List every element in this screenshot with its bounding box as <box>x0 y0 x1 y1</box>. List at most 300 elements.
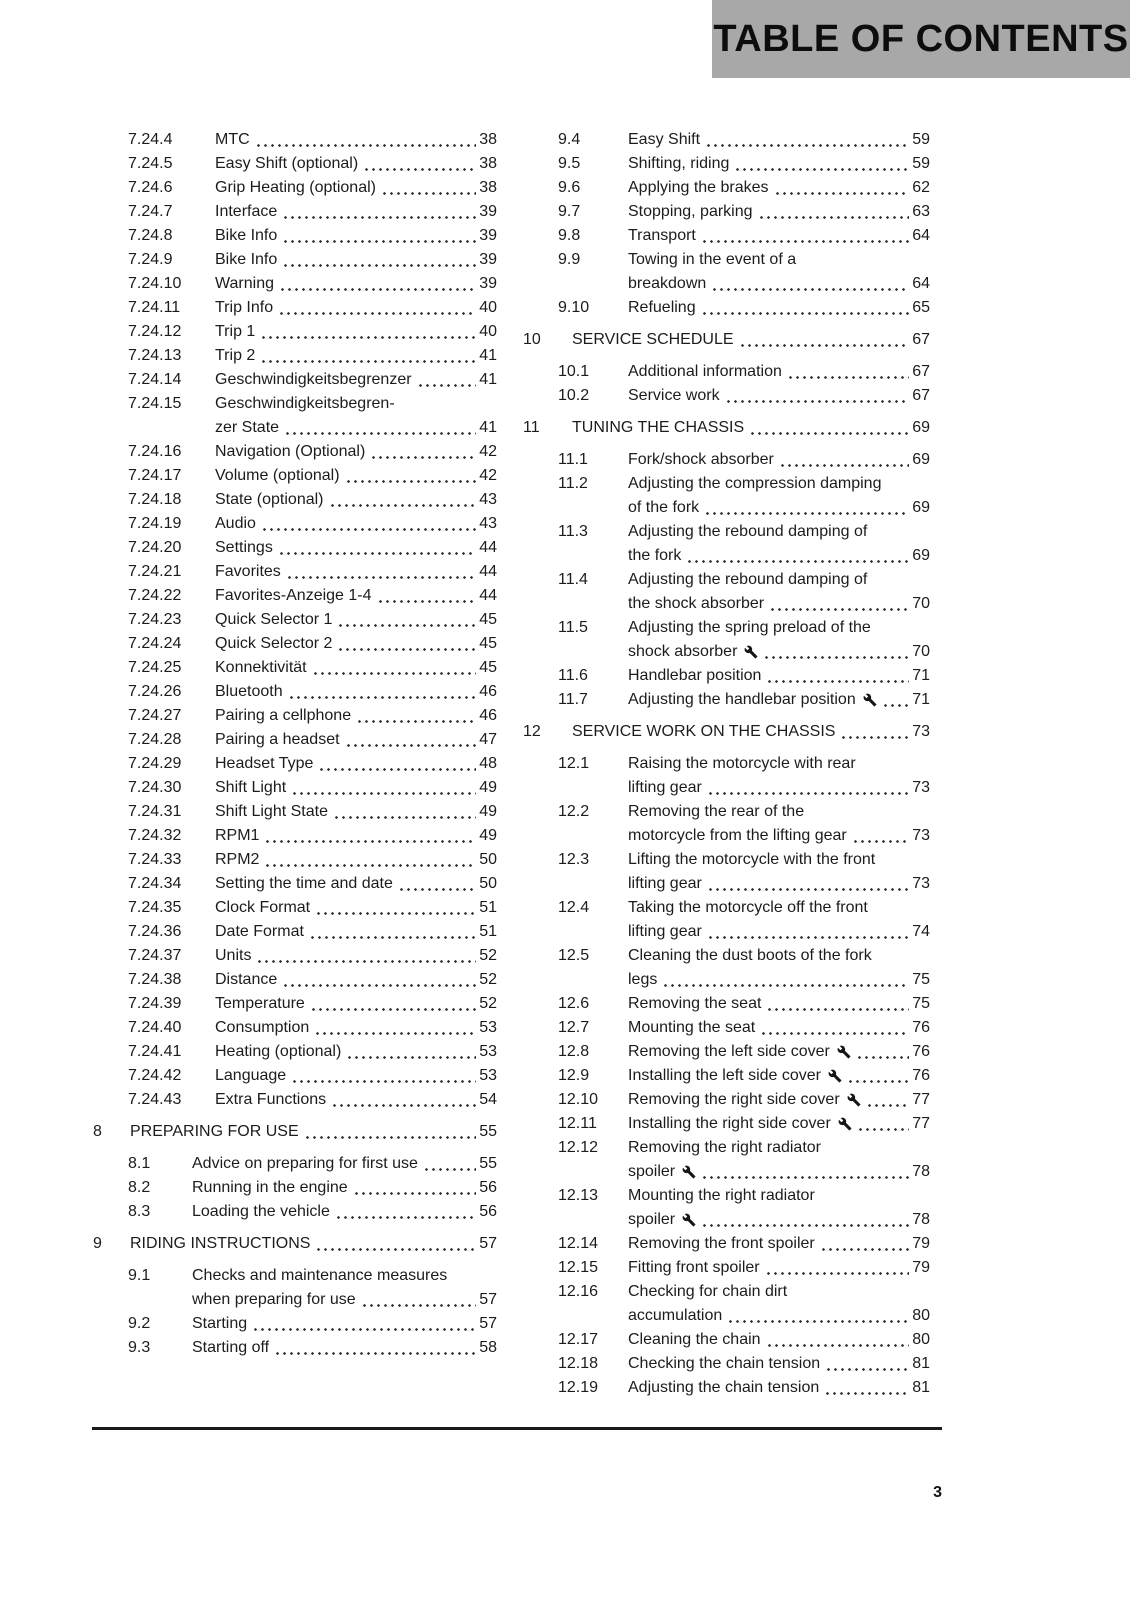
toc-entry <box>93 1176 497 1200</box>
toc-entry-title: Grip Heating (optional) <box>215 179 376 196</box>
toc-entry-page: 63 <box>912 203 930 220</box>
toc-entry-number: 7.24.23 <box>128 611 182 628</box>
dot-leader <box>346 1040 476 1064</box>
toc-entry-title: Adjusting the rebound damping of <box>628 523 868 540</box>
dot-leader <box>361 1288 477 1312</box>
toc-entry-title: Audio <box>215 515 256 532</box>
toc-entry-number: 9.10 <box>558 299 590 316</box>
toc-entry-title: SERVICE SCHEDULE <box>572 331 734 348</box>
toc-entry-page: 80 <box>912 1307 930 1324</box>
dot-leader <box>701 1160 909 1184</box>
toc-entry-number: 7.24.7 <box>128 203 173 220</box>
toc-entry-line <box>558 224 930 248</box>
toc-entry-page: 45 <box>479 635 497 652</box>
toc-entry-line <box>558 616 930 640</box>
toc-entry-title: Temperature <box>215 995 305 1012</box>
toc-entry-title: Installing the right side cover <box>628 1115 831 1132</box>
toc-entry-page: 73 <box>912 723 930 740</box>
toc-entry-line <box>558 872 930 896</box>
toc-entry-title: Shift Light <box>215 779 287 796</box>
toc-entry-line <box>128 632 497 656</box>
toc-entry <box>523 176 930 200</box>
wrench-icon <box>744 645 758 659</box>
toc-entry-number: 12.7 <box>558 1019 590 1036</box>
toc-entry-line <box>523 416 930 440</box>
toc-entry-number: 7.24.10 <box>128 275 182 292</box>
toc-entry-page: 40 <box>479 299 497 316</box>
toc-entry-number: 11.7 <box>558 691 588 708</box>
dot-leader <box>333 800 476 824</box>
dot-leader <box>749 416 909 440</box>
toc-entry-number: 12.16 <box>558 1283 599 1300</box>
toc-entry-title: PREPARING FOR USE <box>130 1123 299 1140</box>
toc-entry-page: 47 <box>479 731 497 748</box>
dot-leader <box>686 544 909 568</box>
toc-entry-title: legs <box>628 971 658 988</box>
toc-entry-title: RIDING INSTRUCTIONS <box>130 1235 311 1252</box>
toc-entry <box>523 1352 930 1376</box>
dot-leader <box>318 752 476 776</box>
dot-leader <box>423 1152 476 1176</box>
toc-entry-number <box>558 968 628 992</box>
toc-entry-page: 48 <box>479 755 497 772</box>
toc-entry-line <box>558 688 930 712</box>
toc-entry-page: 41 <box>479 371 497 388</box>
toc-entry-line <box>558 384 930 408</box>
toc-entry <box>93 728 497 752</box>
dot-leader <box>291 776 476 800</box>
toc-entry <box>93 1064 497 1088</box>
wrench-icon <box>682 1213 696 1227</box>
toc-entry-page: 75 <box>912 995 930 1012</box>
toc-entry-title: Adjusting the handlebar position <box>628 691 856 708</box>
toc-entry-title: Removing the seat <box>628 995 762 1012</box>
toc-entry-number <box>558 640 628 664</box>
toc-entry-line <box>128 248 497 272</box>
toc-entry-line <box>558 1136 930 1160</box>
dot-leader <box>264 848 476 872</box>
toc-entry-line <box>558 1280 930 1304</box>
toc-entry-page: 53 <box>479 1067 497 1084</box>
toc-entry-page: 70 <box>912 595 930 612</box>
toc-entry-line <box>128 848 497 872</box>
toc-entry-page: 56 <box>479 1179 497 1196</box>
toc-entry-page: 39 <box>479 203 497 220</box>
toc-entry-number: 7.24.35 <box>128 899 182 916</box>
dot-leader <box>704 496 909 520</box>
toc-entry <box>93 344 497 368</box>
dot-leader <box>329 488 477 512</box>
toc-entry-number: 7.24.33 <box>128 851 182 868</box>
toc-entry-line <box>558 1352 930 1376</box>
dot-leader <box>282 248 476 272</box>
toc-entry-title: the shock absorber <box>628 595 765 612</box>
dot-leader <box>701 296 910 320</box>
toc-entry-page: 59 <box>912 131 930 148</box>
toc-entry-number: 8.2 <box>128 1179 151 1196</box>
toc-entry <box>523 1088 930 1112</box>
toc-entry-number: 12.4 <box>558 899 590 916</box>
toc-entry-line <box>558 944 930 968</box>
toc-entry-line <box>128 128 497 152</box>
dot-leader <box>847 1064 909 1088</box>
toc-entry-title: Volume (optional) <box>215 467 340 484</box>
toc-entry-line <box>558 448 930 472</box>
toc-entry-title: Applying the brakes <box>628 179 769 196</box>
toc-entry-line <box>558 1184 930 1208</box>
toc-entry-number: 7.24.5 <box>128 155 173 172</box>
toc-entry-line <box>558 520 930 544</box>
toc-entry-line <box>558 176 930 200</box>
toc-entry-line <box>128 776 497 800</box>
toc-entry-number <box>558 872 628 896</box>
toc-entry-number: 9.7 <box>558 203 581 220</box>
toc-entry-page: 53 <box>479 1019 497 1036</box>
toc-entry-number: 7.24.24 <box>128 635 182 652</box>
toc-entry <box>523 1280 930 1328</box>
toc-entry-page: 70 <box>912 643 930 660</box>
toc-entry-page: 79 <box>912 1235 930 1252</box>
toc-entry-number: 12.11 <box>558 1115 597 1132</box>
toc-entry-line <box>128 1176 497 1200</box>
toc-entry-number: 7.24.20 <box>128 539 182 556</box>
toc-entry <box>523 800 930 848</box>
toc-entry-title: Warning <box>215 275 274 292</box>
dot-leader <box>381 176 476 200</box>
dot-leader <box>774 176 910 200</box>
toc-entry-line <box>128 464 497 488</box>
toc-entry <box>93 440 497 464</box>
toc-entry <box>93 1200 497 1224</box>
toc-entry-number: 9.4 <box>558 131 581 148</box>
toc-entry-page: 71 <box>912 691 930 708</box>
toc-entry <box>523 944 930 992</box>
toc-entry <box>93 1312 497 1336</box>
toc-entry <box>93 752 497 776</box>
toc-entry-page: 57 <box>479 1291 497 1308</box>
toc-entry-title: Adjusting the compression damping <box>628 475 882 492</box>
toc-entry-number: 7.24.30 <box>128 779 182 796</box>
toc-entry-number <box>558 272 628 296</box>
toc-entry-line <box>128 1064 497 1088</box>
toc-entry <box>93 1336 497 1360</box>
toc-entry-number: 7.24.39 <box>128 995 182 1012</box>
toc-entry-number: 7.24.26 <box>128 683 182 700</box>
toc-entry-title: Bike Info <box>215 227 278 244</box>
toc-entry-line <box>558 128 930 152</box>
toc-entry <box>93 992 497 1016</box>
toc-entry-page: 54 <box>479 1091 497 1108</box>
toc-entry-line <box>128 200 497 224</box>
toc-entry <box>93 1040 497 1064</box>
toc-entry-number: 9 <box>93 1235 102 1252</box>
toc-entry-title: of the fork <box>628 499 700 516</box>
toc-entry <box>93 1152 497 1176</box>
toc-entry-page: 51 <box>479 899 497 916</box>
toc-entry-number: 7.24.11 <box>128 299 181 316</box>
toc-entry-number: 12.2 <box>558 803 590 820</box>
toc-entry-page: 77 <box>912 1091 930 1108</box>
dot-leader <box>760 1016 909 1040</box>
toc-entry-line <box>558 360 930 384</box>
page-title: TABLE OF CONTENTS <box>713 17 1129 60</box>
toc-entry-page: 64 <box>912 275 930 292</box>
toc-entry-title: Consumption <box>215 1019 310 1036</box>
toc-entry-number: 7.24.40 <box>128 1019 182 1036</box>
toc-entry <box>93 512 497 536</box>
toc-entry-title: Trip 1 <box>215 323 256 340</box>
toc-entry-line <box>128 944 497 968</box>
toc-entry-line <box>93 1120 497 1144</box>
toc-entry <box>523 1328 930 1352</box>
toc-entry <box>523 384 930 408</box>
toc-entry-title: Raising the motorcycle with rear <box>628 755 856 772</box>
toc-entry-title: Starting off <box>192 1339 270 1356</box>
toc-entry-line <box>558 544 930 568</box>
toc-entry-number: 7.24.9 <box>128 251 173 268</box>
toc-entry-number: 8 <box>93 1123 102 1140</box>
toc-entry <box>523 200 930 224</box>
toc-entry-title: Setting the time and date <box>215 875 393 892</box>
toc-entry-line <box>558 1160 930 1184</box>
toc-entry-title: Distance <box>215 971 278 988</box>
toc-entry <box>93 1016 497 1040</box>
toc-entry <box>523 360 930 384</box>
toc-entry-page: 81 <box>912 1379 930 1396</box>
toc-entry-line <box>128 704 497 728</box>
toc-entry-line <box>128 1016 497 1040</box>
toc-entry-number <box>128 416 215 440</box>
toc-entry-number: 7.24.31 <box>128 803 182 820</box>
toc-entry-line <box>128 272 497 296</box>
toc-entry-number: 9.6 <box>558 179 581 196</box>
toc-entry-title: Refueling <box>628 299 696 316</box>
toc-entry-title: Heating (optional) <box>215 1043 342 1060</box>
toc-entry-page: 75 <box>912 971 930 988</box>
dot-leader <box>866 1088 910 1112</box>
toc-entry <box>93 872 497 896</box>
toc-entry-title: Additional information <box>628 363 782 380</box>
toc-entry-title: Interface <box>215 203 278 220</box>
toc-entry <box>93 704 497 728</box>
toc-entry-title: Extra Functions <box>215 1091 327 1108</box>
toc-entry-line <box>128 416 497 440</box>
toc-entry-title: Favorites <box>215 563 281 580</box>
toc-entry-title: Cleaning the dust boots of the fork <box>628 947 872 964</box>
toc-entry <box>93 536 497 560</box>
toc-entry-title: Quick Selector 2 <box>215 635 333 652</box>
toc-entry-line <box>558 1064 930 1088</box>
toc-entry-title: TUNING THE CHASSIS <box>572 419 745 436</box>
dot-leader <box>260 344 476 368</box>
toc-entry-title: Handlebar position <box>628 667 762 684</box>
toc-entry <box>93 392 497 440</box>
toc-entry-number: 11.4 <box>558 571 588 588</box>
toc-entry-title: Service work <box>628 387 720 404</box>
toc-entry-page: 76 <box>912 1067 930 1084</box>
toc-entry-title: Shift Light State <box>215 803 328 820</box>
toc-entry-line <box>558 1328 930 1352</box>
toc-entry-page: 52 <box>479 995 497 1012</box>
wrench-icon <box>682 1165 696 1179</box>
dot-leader <box>701 1208 909 1232</box>
toc-entry-line <box>558 640 930 664</box>
toc-entry-number: 7.24.25 <box>128 659 182 676</box>
toc-entry-line <box>558 968 930 992</box>
toc-entry-page: 51 <box>479 923 497 940</box>
toc-entry <box>523 752 930 800</box>
toc-entry-line <box>558 1304 930 1328</box>
toc-chapter-entry <box>523 328 930 352</box>
toc-entry-page: 67 <box>912 331 930 348</box>
toc-entry-title: Checking the chain tension <box>628 1355 821 1372</box>
toc-entry-number: 7.24.17 <box>128 467 182 484</box>
toc-entry-title: Clock Format <box>215 899 311 916</box>
toc-entry-title: Removing the right side cover <box>628 1091 840 1108</box>
toc-entry <box>523 992 930 1016</box>
toc-entry-page: 67 <box>912 363 930 380</box>
toc-entry-number: 12.13 <box>558 1187 599 1204</box>
toc-entry-page: 65 <box>912 299 930 316</box>
toc-entry <box>523 1184 930 1232</box>
toc-entry-number: 12.8 <box>558 1043 590 1060</box>
toc-chapter-entry <box>93 1120 497 1144</box>
toc-entry-line <box>128 560 497 584</box>
toc-entry-title: Stopping, parking <box>628 203 753 220</box>
toc-entry <box>93 1264 497 1312</box>
toc-entry-page: 80 <box>912 1331 930 1348</box>
toc-entry-number: 12.5 <box>558 947 590 964</box>
toc-entry <box>93 272 497 296</box>
toc-entry-line <box>558 1232 930 1256</box>
toc-entry-number <box>558 920 628 944</box>
dot-leader <box>417 368 477 392</box>
toc-entry-line <box>558 496 930 520</box>
wrench-icon <box>828 1069 842 1083</box>
toc-entry-title: Adjusting the chain tension <box>628 1379 820 1396</box>
toc-entry-line <box>558 1208 930 1232</box>
toc-entry <box>523 1040 930 1064</box>
toc-entry-title: Fitting front spoiler <box>628 1259 760 1276</box>
toc-entry-number: 11 <box>523 419 540 436</box>
toc-entry-page: 69 <box>912 451 930 468</box>
toc-entry-line <box>558 896 930 920</box>
toc-entry-line <box>558 472 930 496</box>
toc-entry-number: 7.24.4 <box>128 131 173 148</box>
toc-entry-page: 67 <box>912 387 930 404</box>
toc-entry-line <box>558 568 930 592</box>
toc-entry <box>93 608 497 632</box>
toc-entry-line <box>558 1376 930 1400</box>
toc-entry <box>93 488 497 512</box>
dot-leader <box>852 824 909 848</box>
toc-entry-page: 52 <box>479 971 497 988</box>
toc-entry-line <box>128 176 497 200</box>
toc-entry <box>93 800 497 824</box>
toc-entry <box>93 560 497 584</box>
toc-entry-page: 38 <box>479 155 497 172</box>
dot-leader <box>377 584 477 608</box>
toc-entry-title: State (optional) <box>215 491 324 508</box>
toc-entry-line <box>558 776 930 800</box>
toc-entry-line <box>558 1016 930 1040</box>
toc-entry-line <box>128 440 497 464</box>
dot-leader <box>291 1064 476 1088</box>
toc-entry-page: 46 <box>479 683 497 700</box>
dot-leader <box>335 1200 476 1224</box>
toc-entry-title: Lifting the motorcycle with the front <box>628 851 876 868</box>
dot-leader <box>278 536 476 560</box>
toc-entry-line <box>558 992 930 1016</box>
toc-entry-page: 52 <box>479 947 497 964</box>
toc-entry-page: 43 <box>479 515 497 532</box>
toc-entry-title: Cleaning the chain <box>628 1331 761 1348</box>
toc-entry-line <box>128 1288 497 1312</box>
dot-leader <box>261 512 476 536</box>
toc-entry-page: 46 <box>479 707 497 724</box>
toc-entry-number: 12.14 <box>558 1235 599 1252</box>
toc-entry-title: accumulation <box>628 1307 723 1324</box>
toc-entry-title: Starting <box>192 1315 248 1332</box>
toc-entry-number: 12.17 <box>558 1331 599 1348</box>
toc-entry-line <box>128 584 497 608</box>
toc-entry-page: 58 <box>479 1339 497 1356</box>
toc-entry <box>523 1016 930 1040</box>
toc-entry-title: Removing the right radiator <box>628 1139 821 1156</box>
toc-entry-page: 45 <box>479 611 497 628</box>
toc-entry-number: 7.24.22 <box>128 587 182 604</box>
toc-entry-page: 73 <box>912 827 930 844</box>
toc-entry-line <box>128 152 497 176</box>
dot-leader <box>345 728 477 752</box>
dot-leader <box>282 968 476 992</box>
dot-leader <box>353 1176 477 1200</box>
toc-entry-line <box>558 664 930 688</box>
toc-entry <box>93 176 497 200</box>
toc-entry-title: when preparing for use <box>192 1291 356 1308</box>
toc-entry-title: Adjusting the rebound damping of <box>628 571 868 588</box>
toc-entry-line <box>128 824 497 848</box>
toc-entry-line <box>558 1088 930 1112</box>
toc-entry-number: 7.24.16 <box>128 443 182 460</box>
toc-entry-title: Navigation (Optional) <box>215 443 366 460</box>
toc-entry-page: 38 <box>479 179 497 196</box>
toc-entry <box>93 200 497 224</box>
toc-column-right <box>523 128 930 1400</box>
toc-entry-line <box>128 896 497 920</box>
toc-entry-line <box>128 296 497 320</box>
dot-leader <box>739 328 910 352</box>
toc-entry-title: Taking the motorcycle off the front <box>628 899 868 916</box>
toc-entry-title: Removing the left side cover <box>628 1043 830 1060</box>
toc-entry-title: Headset Type <box>215 755 314 772</box>
toc-entry-page: 39 <box>479 251 497 268</box>
toc-entry-number: 11.6 <box>558 667 588 684</box>
toc-entry-page: 41 <box>479 419 497 436</box>
toc-entry-page: 79 <box>912 1259 930 1276</box>
toc-entry <box>93 656 497 680</box>
toc-entry-line <box>128 1264 497 1288</box>
toc-entry-line <box>558 1040 930 1064</box>
toc-entry-title: Date Format <box>215 923 304 940</box>
dot-leader <box>282 224 476 248</box>
toc-entry-number: 7.24.38 <box>128 971 182 988</box>
toc-entry-line <box>558 800 930 824</box>
dot-leader <box>337 632 476 656</box>
toc-entry-line <box>128 872 497 896</box>
toc-entry-number: 12.15 <box>558 1259 599 1276</box>
toc-entry-title: Running in the engine <box>192 1179 348 1196</box>
